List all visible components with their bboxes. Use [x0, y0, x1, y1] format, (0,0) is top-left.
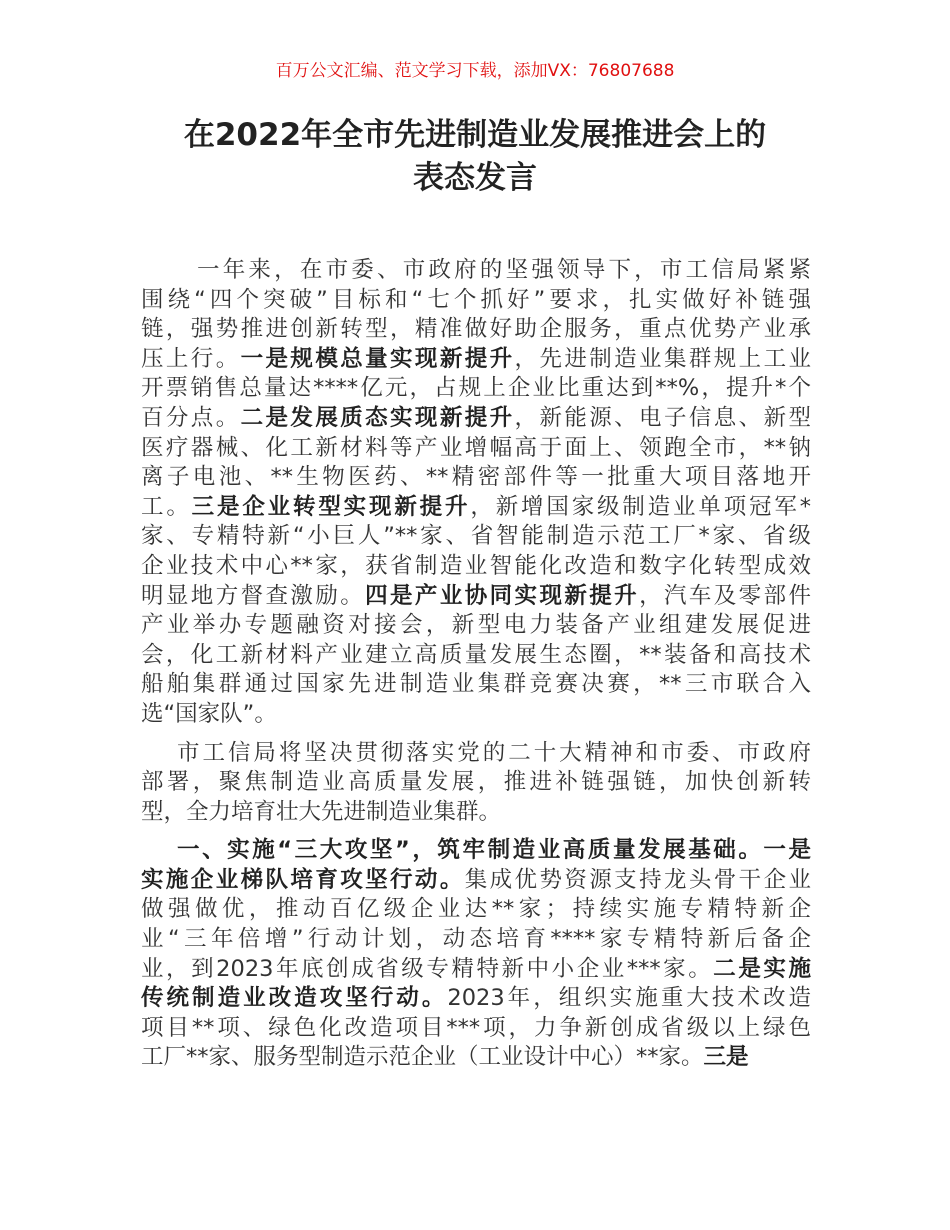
text-line	[141, 434, 811, 464]
text-line	[141, 463, 811, 493]
title-line-2: 表态发言	[413, 160, 537, 196]
text-line	[141, 955, 811, 985]
text-segment: 链，强势推进创新转型，精准做好助企服务，重点优势产业承	[141, 316, 811, 343]
text-line	[141, 315, 811, 345]
document-body	[141, 256, 811, 1082]
text-line	[141, 582, 811, 612]
document-title	[0, 114, 950, 200]
text-segment: 集成优势资源支持龙头骨干企业	[464, 866, 811, 893]
text-line	[141, 984, 811, 1014]
text-line	[141, 256, 811, 286]
text-segment: 一年来，在市委、市政府的坚强领导下，市工信局紧紧	[197, 257, 811, 283]
bold-text: 二是发展质态实现新提升	[240, 404, 515, 431]
header-banner: 百万公文汇编、范文学习下载，添加VX：76807688	[275, 61, 675, 81]
text-line	[141, 700, 811, 730]
bold-text: 一是规模总量实现新提升	[240, 345, 515, 372]
paragraph	[141, 739, 811, 828]
text-segment: 业，到2023年底创成省级专精特新中小企业***家。	[141, 955, 714, 982]
text-segment: 压上行。	[141, 345, 241, 372]
text-segment: ，新能源、电子信息、新型	[514, 404, 811, 431]
text-segment: 产业举办专题融资对接会，新型电力装备产业组建发展促进	[141, 612, 811, 639]
text-line	[141, 1014, 811, 1044]
bold-text: 三是企业转型实现新提升	[191, 493, 471, 520]
paragraph	[141, 256, 811, 730]
bold-text: 三是	[703, 1044, 749, 1071]
text-line	[141, 670, 811, 700]
text-segment: 项目**项、绿色化改造项目***项，力争新创成省级以上绿色	[141, 1014, 811, 1041]
text-segment: ，新增国家级制造业单项冠军*	[470, 493, 811, 520]
text-line	[141, 493, 811, 523]
text-line	[141, 895, 811, 925]
text-line	[141, 286, 811, 316]
text-segment: 工。	[141, 493, 192, 520]
text-segment: 业“三年倍增”行动计划，动态培育****家专精特新后备企	[141, 926, 811, 953]
text-segment: 2023年，组织实施重大技术改造	[447, 985, 811, 1012]
text-line	[141, 866, 811, 896]
text-segment: 工厂**家、服务型制造示范企业（工业设计中心）**家。	[141, 1044, 704, 1071]
text-segment: 开票销售总量达****亿元，占规上企业比重达到**%，提升*个	[141, 375, 811, 402]
bold-text: 一、实施“三大攻坚”，筑牢制造业高质量发展基础。一是	[177, 837, 811, 864]
text-line	[141, 836, 811, 866]
text-line	[141, 768, 811, 798]
text-line	[141, 641, 811, 671]
text-line	[141, 925, 811, 955]
text-segment: ，先进制造业集群规上工业	[514, 345, 811, 372]
text-line	[141, 798, 811, 828]
text-segment: 部署，聚焦制造业高质量发展，推进补链强链，加快创新转	[141, 769, 811, 796]
text-segment: 船舶集群通过国家先进制造业集群竞赛决赛，**三市联合入	[141, 671, 811, 698]
text-segment: 型，全力培育壮大先进制造业集群。	[141, 798, 502, 825]
text-line	[141, 404, 811, 434]
bold-text: 四是产业协同实现新提升	[365, 582, 640, 609]
bold-text: 二是实施	[713, 955, 811, 982]
text-segment: 企业技术中心**家，获省制造业智能化改造和数字化转型成效	[141, 552, 811, 579]
text-line	[141, 374, 811, 404]
text-segment: 做强做优，推动百亿级企业达**家；持续实施专精特新企	[141, 896, 811, 923]
text-segment: 会，化工新材料产业建立高质量发展生态圈，**装备和高技术	[141, 641, 811, 668]
text-line	[141, 552, 811, 582]
text-line	[141, 1043, 811, 1073]
text-segment: 围绕“四个突破”目标和“七个抓好”要求，扎实做好补链强	[141, 286, 811, 313]
bold-text: 传统制造业改造攻坚行动。	[141, 985, 448, 1012]
text-line	[141, 345, 811, 375]
text-segment: 市工信局将坚决贯彻落实党的二十大精神和市委、市政府	[177, 739, 811, 766]
text-segment: ，汽车及零部件	[639, 582, 811, 609]
text-segment: 明显地方督查激励。	[141, 582, 366, 609]
text-segment: 家、专精特新“小巨人”**家、省智能制造示范工厂*家、省级	[141, 523, 811, 550]
text-segment: 离子电池、**生物医药、**精密部件等一批重大项目落地开	[141, 464, 811, 491]
text-line	[141, 522, 811, 552]
text-line	[141, 739, 811, 769]
text-segment: 医疗器械、化工新材料等产业增幅高于面上、领跑全市，**钠	[141, 434, 811, 461]
bold-text: 实施企业梯队培育攻坚行动。	[141, 866, 465, 893]
title-line-1: 在2022年全市先进制造业发展推进会上的	[183, 117, 767, 153]
text-segment: 选“国家队”。	[141, 700, 277, 727]
text-segment: 百分点。	[141, 404, 241, 431]
paragraph	[141, 836, 811, 1073]
text-line	[141, 611, 811, 641]
